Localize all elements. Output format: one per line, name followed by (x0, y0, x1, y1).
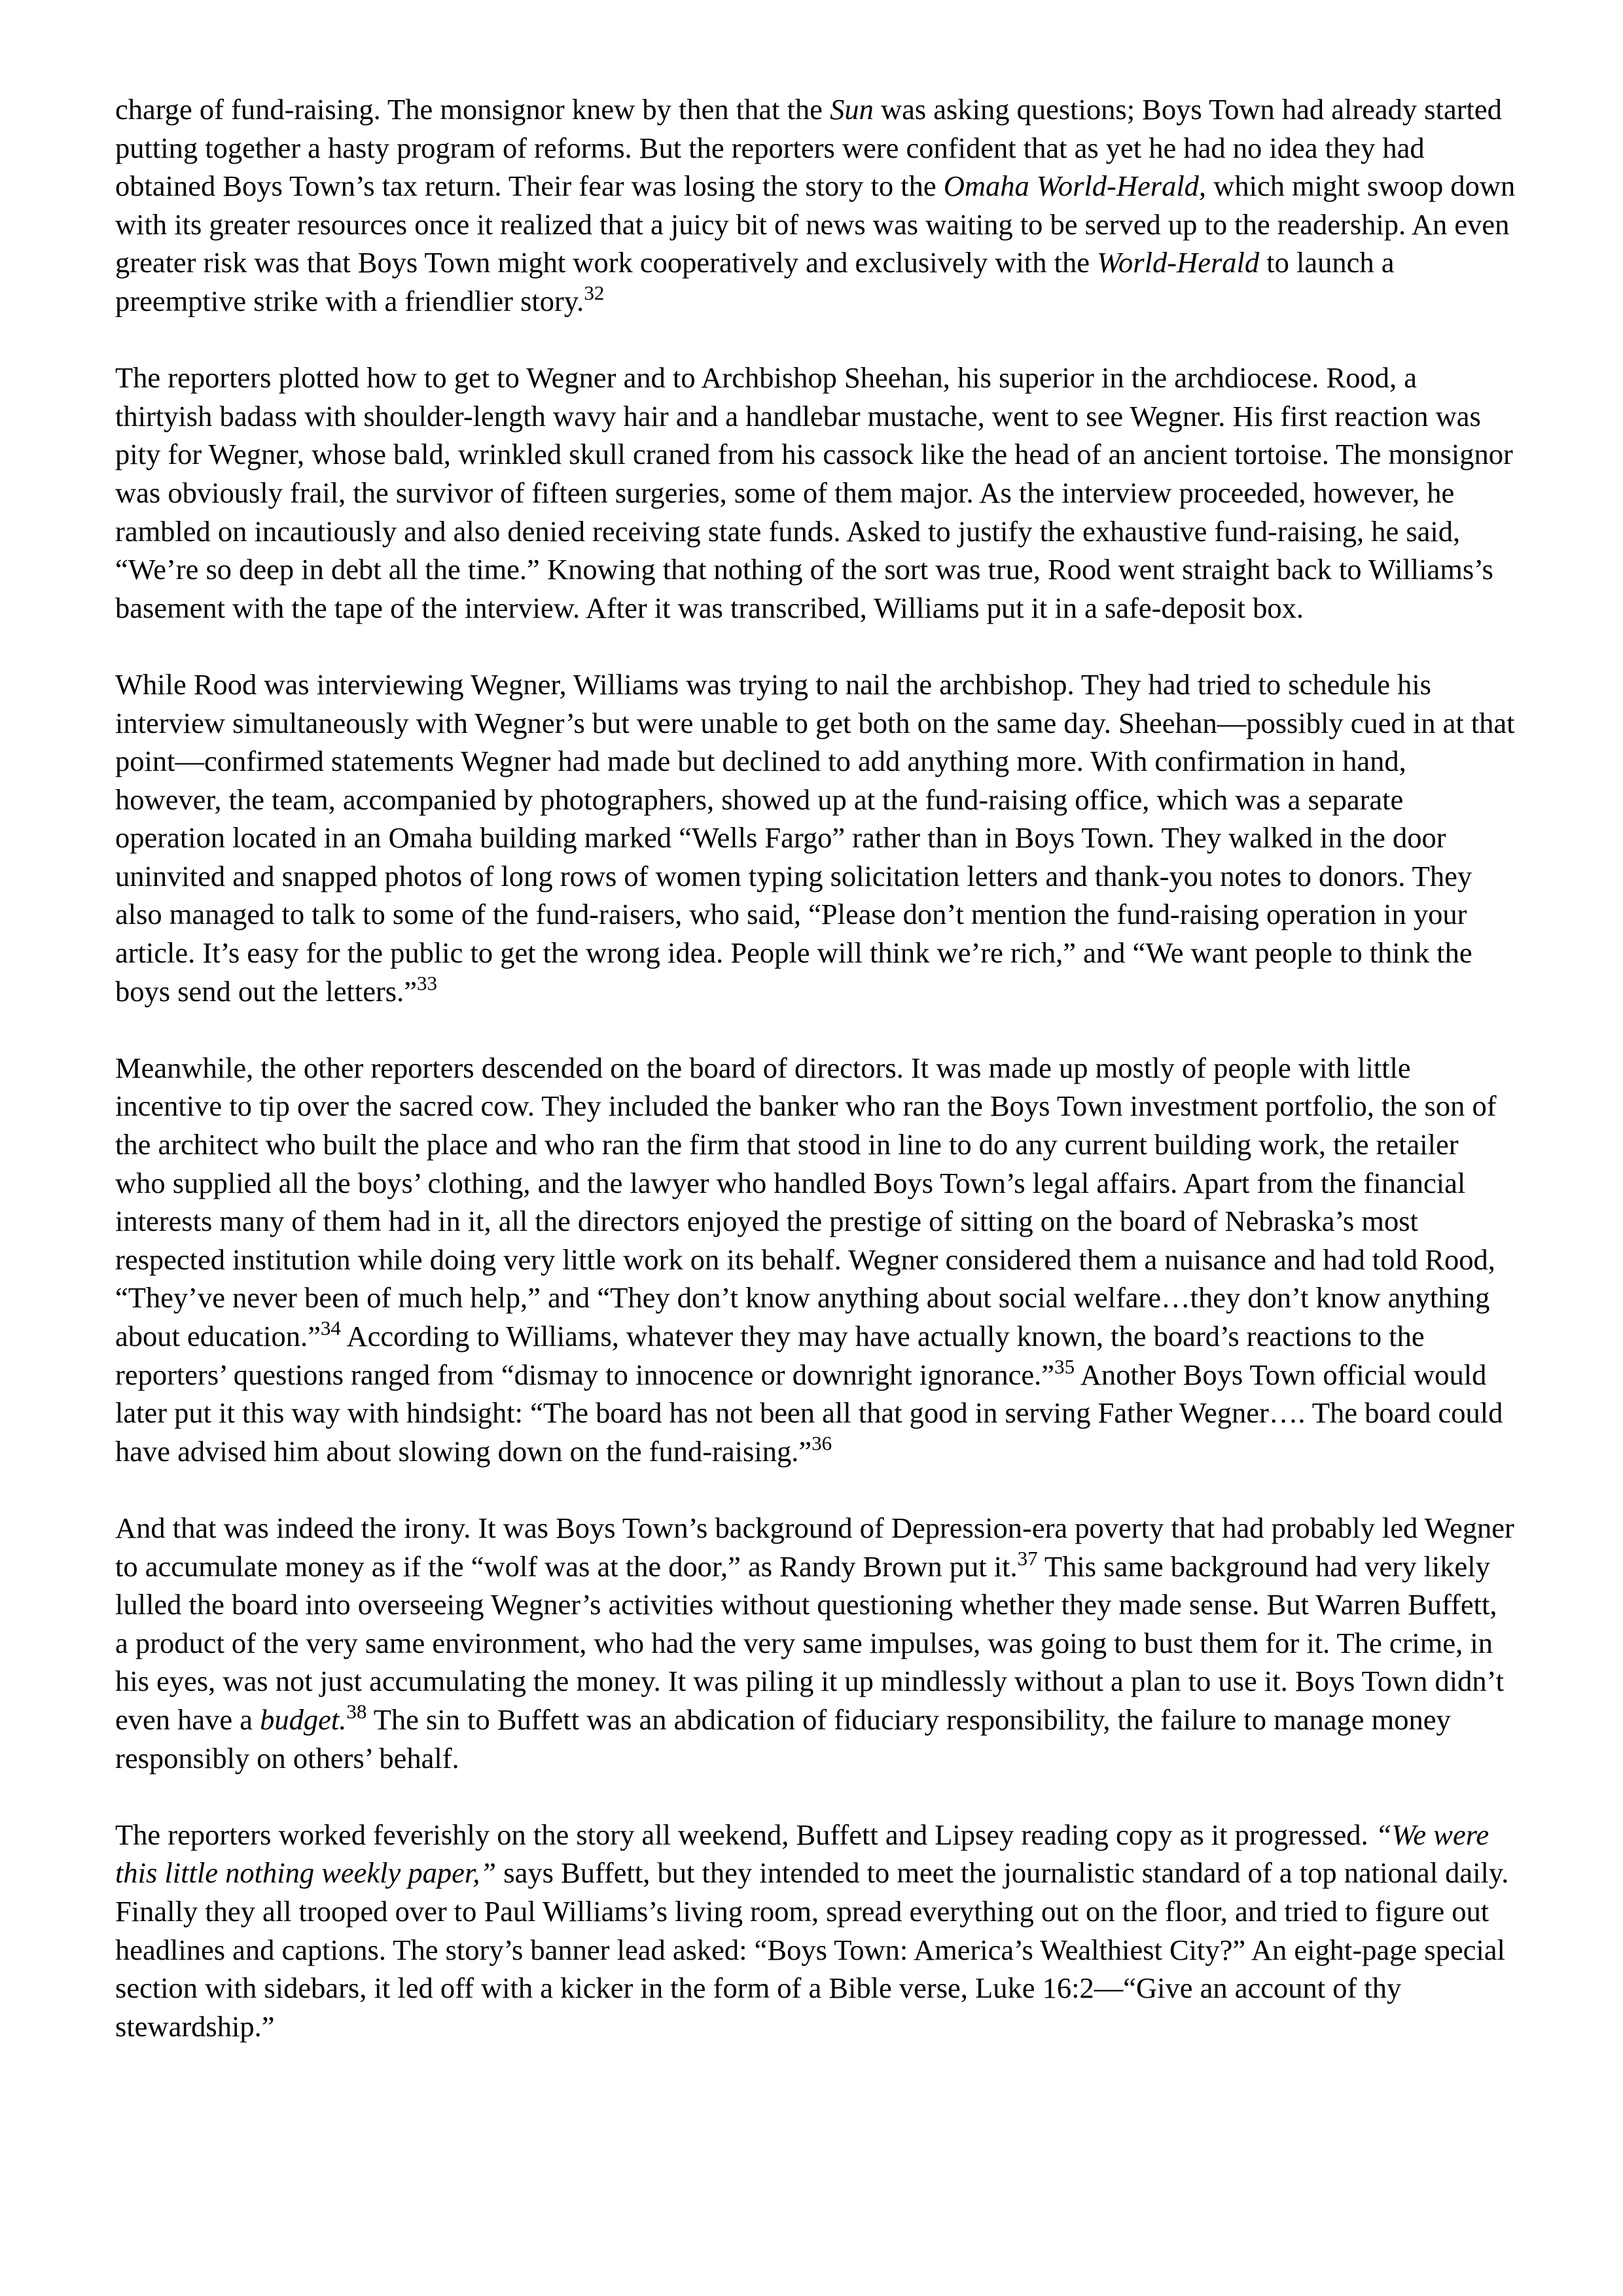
paragraph-text: The reporters worked feverishly on the story all weekend, Buffett and Lipsey reading copy as it progressed. (115, 1818, 1376, 1851)
italic-text: budget. (260, 1703, 347, 1736)
footnote-ref: 38 (346, 1699, 367, 1723)
paragraph-text: The reporters plotted how to get to Wegner and to Archbishop Sheehan, his superior in the archdiocese. Rood, a thirtyish badass with shoulder-length wavy hair and a handlebar mustache, went to see Wegner. His first reaction was pity for Wegner, whose bald, wrinkled skull craned from his cassock like the head of an ancient tortoise. The monsignor was obviously frail, the survivor of fifteen surgeries, some of them major. As the interview proceeded, however, he rambled on incautiously and also denied receiving state funds. Asked to justify the exhaustive fund-raising, he said, “We’re so deep in debt all the time.” Knowing that nothing of the sort was true, Rood went straight back to Williams’s basement with the tape of the interview. After it was transcribed, Williams put it in a safe-deposit box. (115, 361, 1513, 624)
footnote-ref: 36 (812, 1431, 832, 1455)
footnote-ref: 32 (584, 281, 605, 304)
paragraph-text: And that was indeed the irony. It was Boys Town’s background of Depression-era poverty that had probably led Wegner to accumulate money as if the “wolf was at the door,” as Randy Brown put it. (115, 1511, 1514, 1583)
footnote-ref: 37 (1017, 1546, 1038, 1570)
body-paragraph (115, 1049, 1516, 1471)
body-paragraph (115, 90, 1516, 321)
body-paragraph (115, 665, 1516, 1010)
body-paragraph (115, 1816, 1516, 2046)
paragraph-text: The sin to Buffett was an abdication of fiduciary responsibility, the failure to manage money responsibly on others’ behalf. (115, 1703, 1451, 1775)
paragraph-text: This same background had very likely lulled the board into overseeing Wegner’s activities without questioning whether they made sense. But Warren Buffett, a product of the very same environment, who had the very same impulses, was going to bust them for it. The crime, in his eyes, was not just accumulating the money. It was piling it up mindlessly without a plan to use it. Boys Town didn’t even have a (115, 1549, 1504, 1736)
italic-text: World-Herald (1097, 246, 1260, 279)
italic-text: Sun (830, 93, 874, 126)
body-paragraph (115, 1509, 1516, 1777)
paragraph-text: According to Williams, whatever they may have actually known, the board’s reactions to the reporters’ questions ranged from “dismay to innocence or downright ignorance.” (115, 1320, 1425, 1391)
paragraph-text: was asking questions; Boys Town had already started putting together a hasty program of reforms. But the reporters were confident that as yet he had no idea they had obtained Boys Town’s tax return. Their fear was losing the story to the (115, 93, 1502, 203)
footnote-ref: 35 (1054, 1354, 1075, 1378)
document-page (115, 90, 1516, 2084)
footnote-ref: 33 (416, 971, 437, 995)
paragraph-text: While Rood was interviewing Wegner, Williams was trying to nail the archbishop. They had tried to schedule his interview simultaneously with Wegner’s but were unable to get both on the same day. Sheehan—possibly cued in at that point—confirmed statements Wegner had made but declined to add anything more. With confirmation in hand, however, the team, accompanied by photographers, showed up at the fund-raising office, which was a separate operation located in an Omaha building marked “Wells Fargo” rather than in Boys Town. They walked in the door uninvited and snapped photos of long rows of women typing solicitation letters and thank-you notes to donors. They also managed to talk to some of the fund-raisers, who said, “Please don’t mention the fund-raising operation in your article. It’s easy for the public to get the wrong idea. People will think we’re rich,” and “We want people to think the boys send out the letters.” (115, 667, 1515, 1008)
italic-text: “We were this little nothing weekly paper,” (115, 1818, 1489, 1890)
paragraph-text: to launch a preemptive strike with a friendlier story. (115, 246, 1395, 317)
italic-text: Omaha World-Herald, (943, 169, 1207, 203)
paragraph-text: says Buffett, but they intended to meet the journalistic standard of a top national daily. Finally they all trooped over to Paul Williams’s living room, spread everything out on the floor, and tried to figure out headlines and captions. The story’s banner lead asked: “Boys Town: America’s Wealthiest City?” An eight-page special section with sidebars, it led off with a kicker in the form of a Bible verse, Luke 16:2—“Give an account of thy stewardship.” (115, 1856, 1509, 2043)
body-paragraph (115, 359, 1516, 627)
paragraph-text: Meanwhile, the other reporters descended on the board of directors. It was made up mostly of people with little incentive to tip over the sacred cow. They included the banker who ran the Boys Town investment portfolio, the son of the architect who built the place and who ran the firm that stood in line to do any current building work, the retailer who supplied all the boys’ clothing, and the lawyer who handled Boys Town’s legal affairs. Apart from the financial interests many of them had in it, all the directors enjoyed the prestige of sitting on the board of Nebraska’s most respected institution while doing very little work on its behalf. Wegner considered them a nuisance and had told Rood, “They’ve never been of much help,” and “They don’t know anything about social welfare…they don’t know anything about education.” (115, 1051, 1497, 1352)
paragraph-text: Another Boys Town official would later put it this way with hindsight: “The board has not been all that good in serving Father Wegner…. The board could have advised him about slowing down on the fund-raising.” (115, 1358, 1503, 1468)
footnote-ref: 34 (320, 1316, 341, 1339)
paragraph-text: which might swoop down with its greater resources once it realized that a juicy bit of news was waiting to be served up to the readership. An even greater risk was that Boys Town might work cooperatively and exclusively with the (115, 169, 1516, 279)
paragraph-text: charge of fund-raising. The monsignor knew by then that the (115, 93, 830, 126)
